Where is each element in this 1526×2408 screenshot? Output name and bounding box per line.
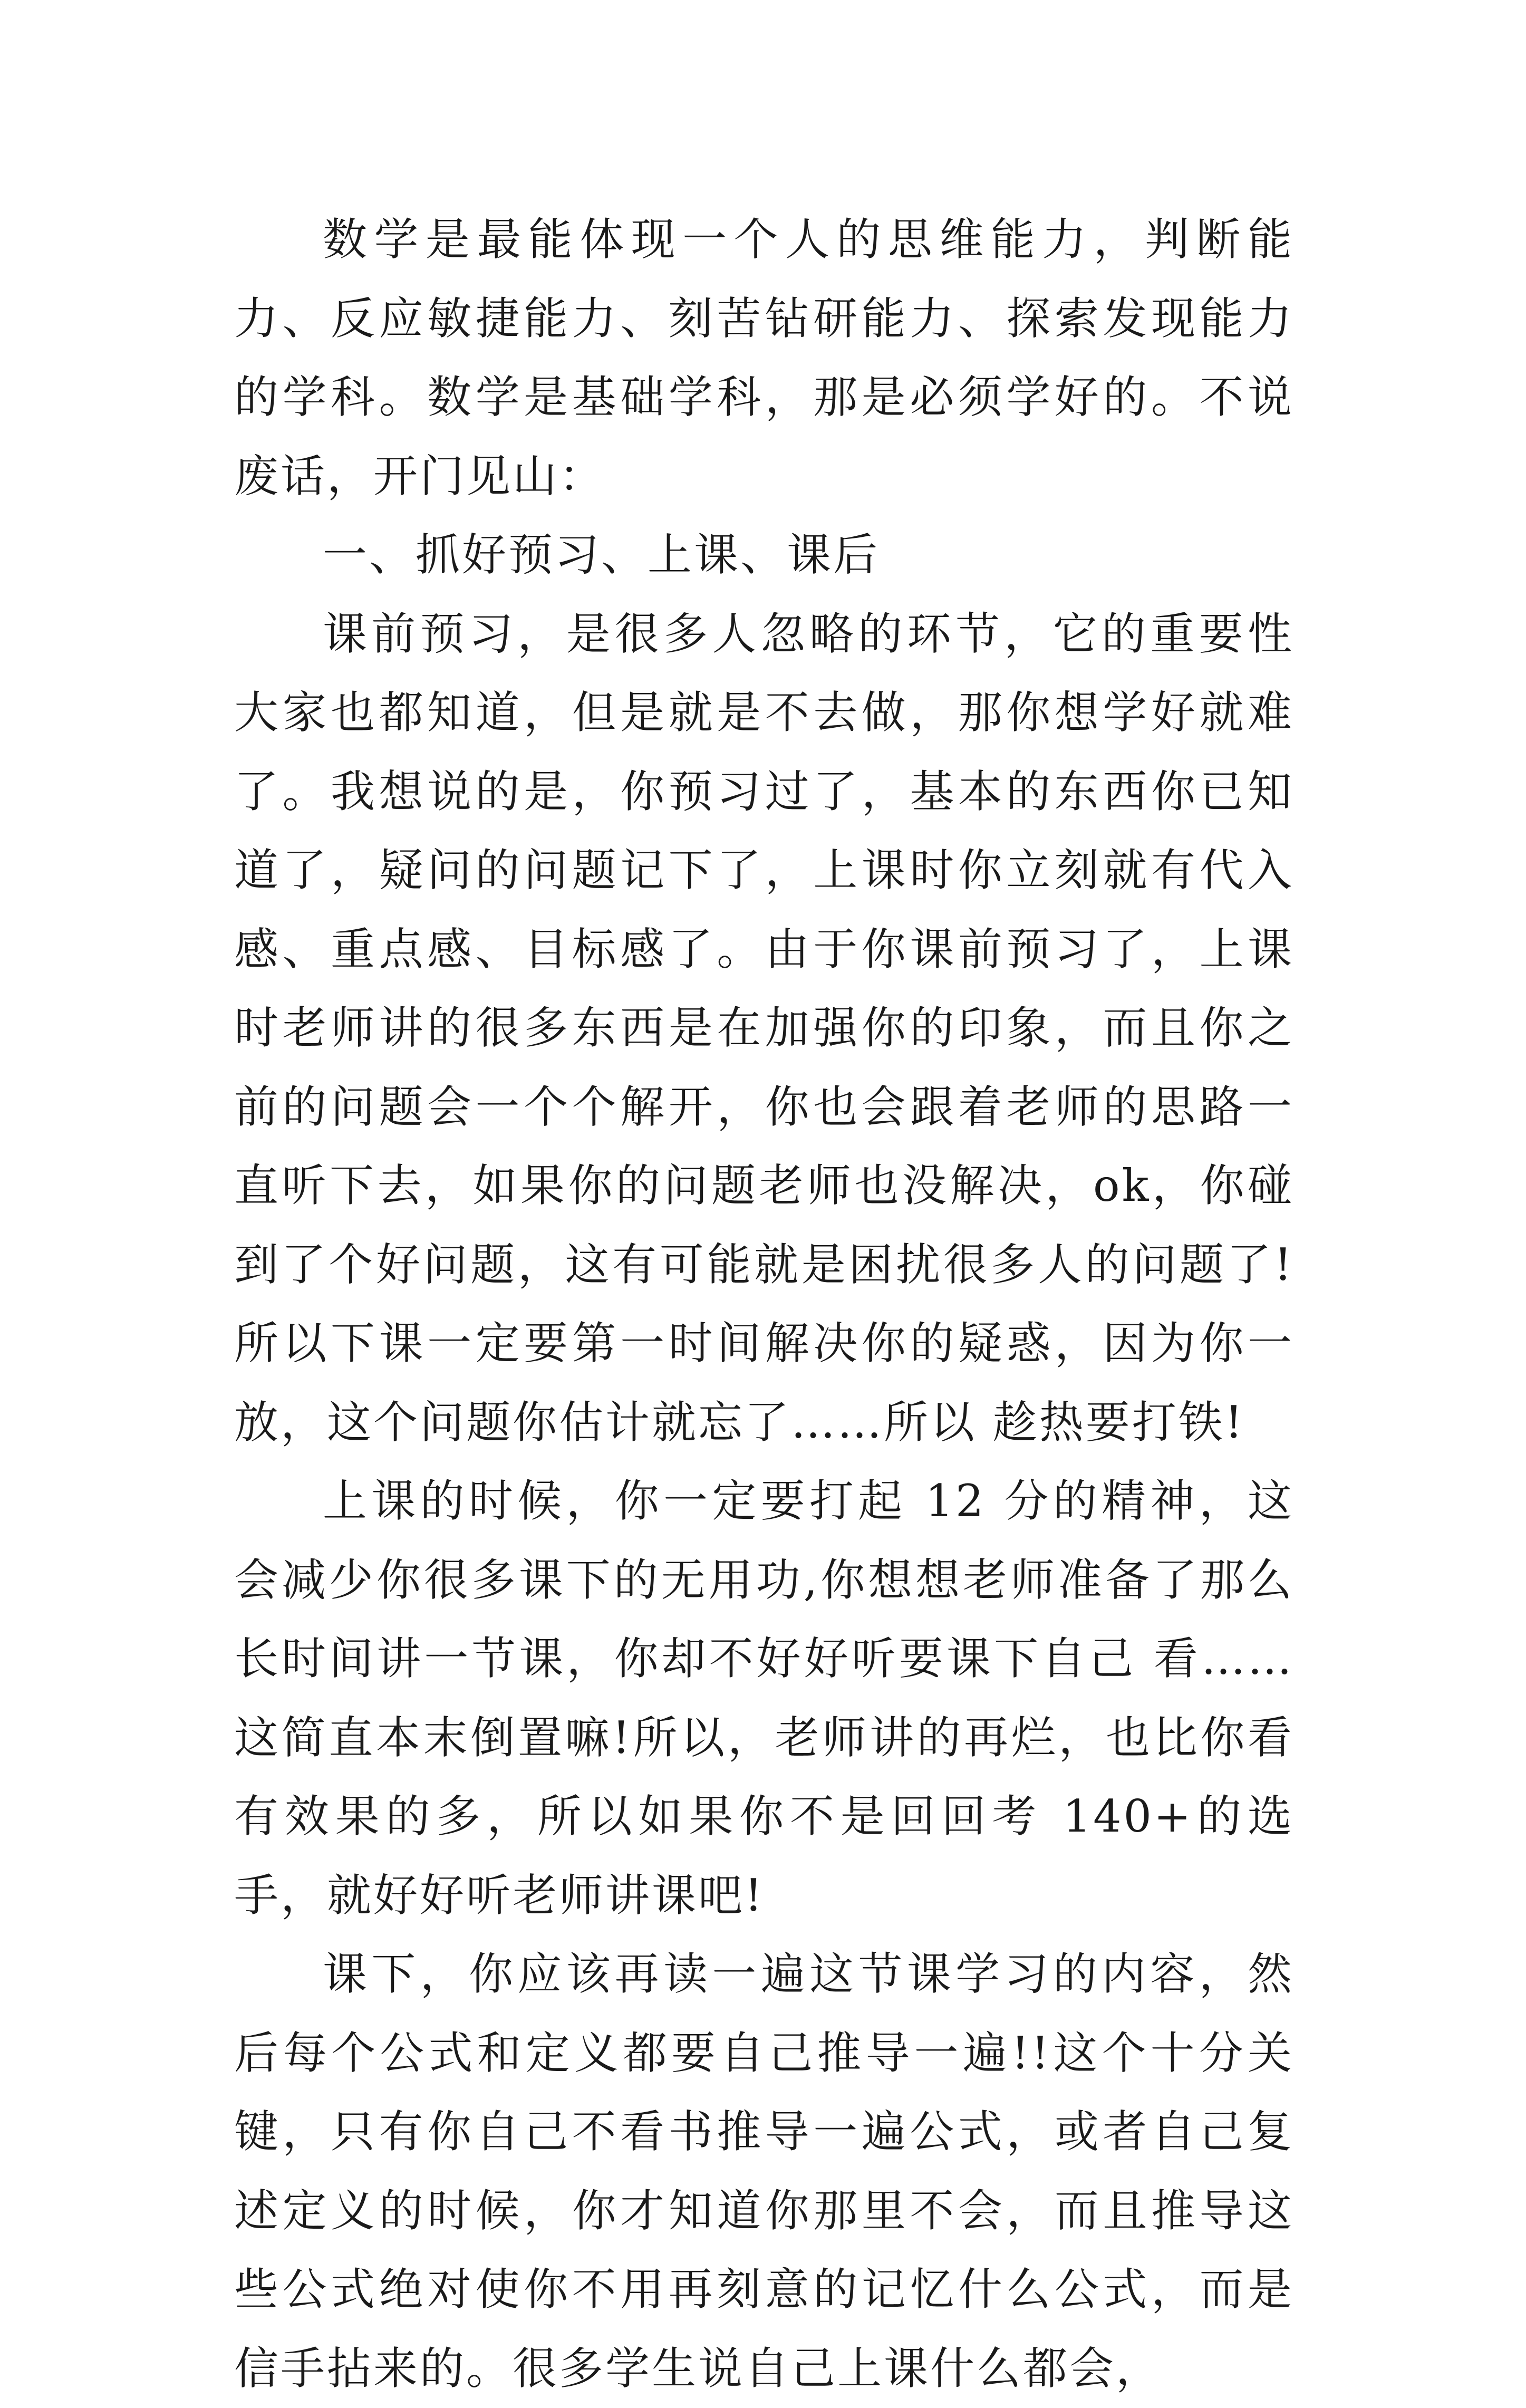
intro-paragraph: 数学是最能体现一个人的思维能力，判断能力、反应敏捷能力、刻苦钻研能力、探索发现能力的学科。数学是基础学科，那是必须学好的。不说废话，开门见山： (234, 214, 1294, 502)
section-heading: 一、抓好预习、上课、课后 (323, 529, 880, 581)
class-paragraph: 上课的时候，你一定要打起 12 分的精神，这会减少你很多课下的无用功,你想想老师准备了那么长时间讲一节课，你却不好好听要课下自己 看……这简直本末倒置嘛!所以，老师讲的再烂，也比你看有效果的多，所以如果你不是回回考 140+的选手，就好好听老师讲课吧! (234, 1475, 1294, 1921)
preview-paragraph: 课前预习，是很多人忽略的环节，它的重要性大家也都知道，但是就是不去做，那你想学好就难了。我想说的是，你预习过了，基本的东西你已知道了，疑问的问题记下了，上课时你立刻就有代入感、重点感、目标感了。由于你课前预习了，上课时老师讲的很多东西是在加强你的印象，而且你之前的问题会一个个解开，你也会跟着老师的思路一直听下去，如果你的问题老师也没解决，ok，你碰到了个好问题，这有可能就是困扰很多人的问题了!所以下课一定要第一时间解决你的疑惑，因为你一放，这个问题你估计就忘了……所以 趁热要打铁! (234, 608, 1294, 1448)
document-body (234, 200, 1294, 2408)
after-class-paragraph: 课下，你应该再读一遍这节课学习的内容，然后每个公式和定义都要自己推导一遍!!这个十分关键，只有你自己不看书推导一遍公式，或者自己复述定义的时候，你才知道你那里不会，而且推导这些公式绝对使你不用再刻意的记忆什么公式，而是信手拈来的。很多学生说自己上课什么都会， (234, 1948, 1294, 2394)
